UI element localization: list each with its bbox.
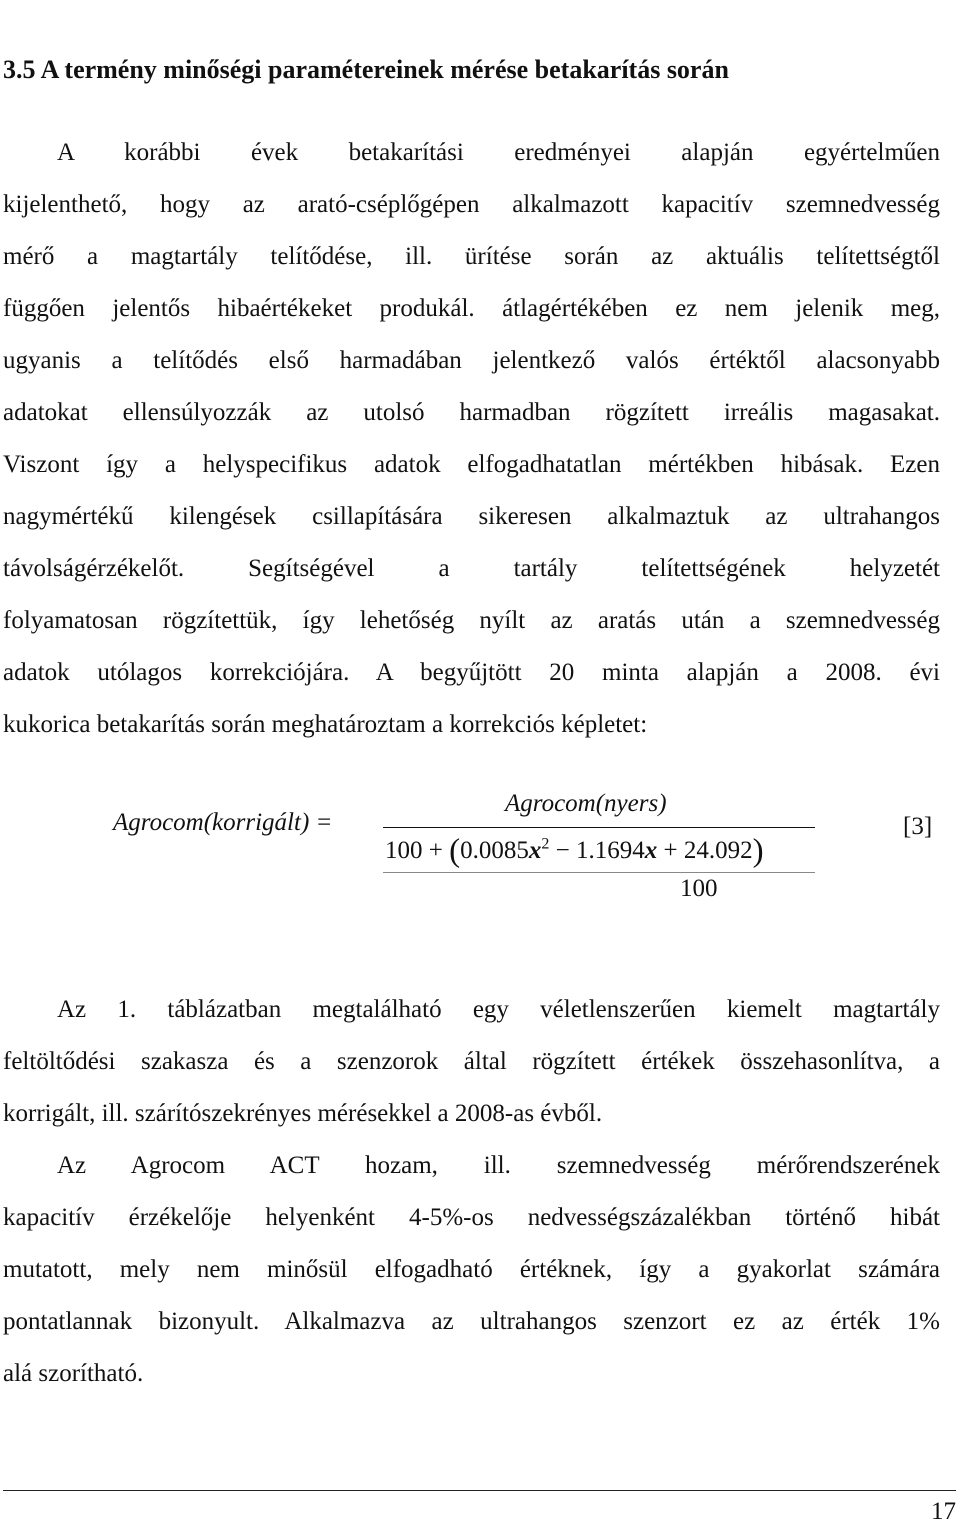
inner-fraction-bar [383, 872, 815, 873]
text-line: mérő a magtartály telítődése, ill. ürítése során az aktuális telítettségtől [3, 243, 940, 270]
den-exp: 2 [541, 835, 550, 853]
text-line: mutatott, mely nem minősül elfogadható értéknek, így a gyakorlat számára [3, 1256, 940, 1283]
den-var: x [528, 837, 542, 864]
formula-denominator: $100 + (0.0085x^2 - 1.1694x + 24.092)$ [385, 833, 764, 869]
section-heading: 3.5 A termény minőségi paramétereinek mérése betakarítás során [3, 55, 729, 84]
text-line: kijelenthető, hogy az arató-cséplőgépen alkalmazott kapacitív szemnedvesség [3, 191, 940, 218]
den-prefix: 100 + [385, 837, 443, 864]
formula-lhs: Agrocom(korrigált) = [113, 809, 333, 836]
text-line: pontatlannak bizonyult. Alkalmazva az ultrahangos szenzort ez az érték 1% [3, 1308, 940, 1335]
formula-divisor: 100 [680, 875, 718, 902]
text-line: Az Agrocom ACT hozam, ill. szemnedvesség mérőrendszerének [57, 1152, 940, 1179]
den-coef: 0.0085 [460, 837, 529, 864]
text-line: kukorica betakarítás során meghatároztam a korrekciós képletet: [3, 711, 648, 738]
text-line: adatok utólagos korrekciójára. A begyűjtött 20 minta alapján a 2008. évi [3, 659, 940, 686]
text-line: korrigált, ill. szárítószekrényes mérésekkel a 2008-as évből. [3, 1100, 603, 1127]
text-line: távolságérzékelőt. Segítségével a tartály telítettségének helyzetét [3, 555, 940, 582]
page-number: 17 [931, 1498, 956, 1525]
fraction-bar [383, 827, 815, 828]
text-line: adatokat ellensúlyozzák az utolsó harmadban rögzített irreális magasakat. [3, 399, 940, 426]
correction-formula [0, 780, 960, 920]
den-var2: x [644, 837, 658, 864]
formula-numerator: Agrocom(nyers) [505, 790, 667, 817]
text-line: alá szorítható. [3, 1360, 144, 1387]
equation-number: [3] [903, 813, 933, 840]
text-line: Az 1. táblázatban megtalálható egy véletlenszerűen kiemelt magtartály [57, 996, 940, 1023]
text-line: függően jelentős hibaértékeket produkál. átlagértékében ez nem jelenik meg, [3, 295, 940, 322]
text-line: Viszont így a helyspecifikus adatok elfogadhatatlan mértékben hibásak. Ezen [3, 451, 940, 478]
footer-divider [3, 1490, 956, 1491]
text-line: ugyanis a telítődés első harmadában jelentkező valós értéktől alacsonyabb [3, 347, 940, 374]
text-line: A korábbi évek betakarítási eredményei alapján egyértelműen [57, 139, 940, 166]
den-mid: − 1.1694 [549, 837, 645, 864]
text-line: folyamatosan rögzítettük, így lehetőség nyílt az aratás után a szemnedvesség [3, 607, 940, 634]
text-line: nagymértékű kilengések csillapítására sikeresen alkalmaztuk az ultrahangos [3, 503, 940, 530]
den-tail: + 24.092 [657, 837, 753, 864]
text-line: kapacitív érzékelője helyenként 4-5%-os nedvességszázalékban történő hibát [3, 1204, 940, 1231]
text-line: feltöltődési szakasza és a szenzorok által rögzített értékek összehasonlítva, a [3, 1048, 940, 1075]
